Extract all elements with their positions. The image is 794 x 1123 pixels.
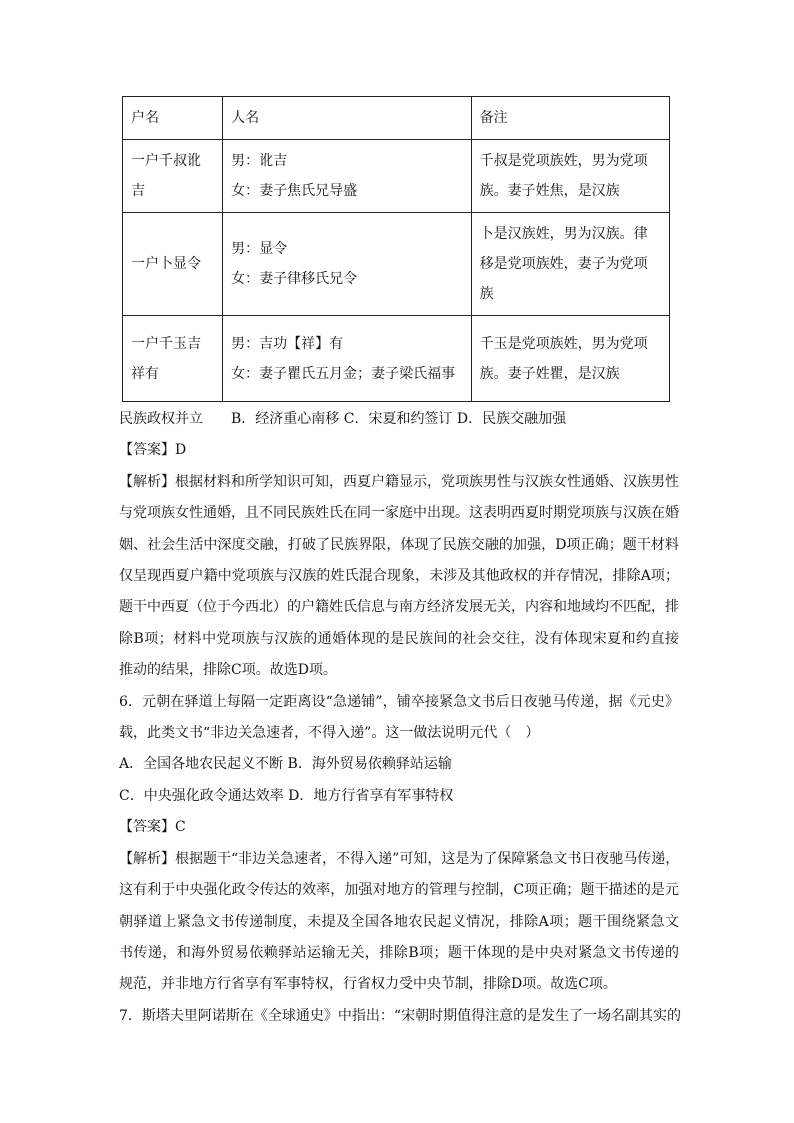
note-line: 千叔是党项族姓，男为党项	[479, 153, 648, 169]
table-row	[123, 213, 670, 316]
table-row	[123, 140, 670, 213]
answer-label-q6: 【答案】C	[119, 819, 186, 836]
analysis-line: 与党项族女性通婚，且不同民族姓氏在同一家庭中出现。这表明西夏时期党项族与汉族在婚	[119, 505, 679, 522]
analysis-line: 规范，并非地方行省享有军事特权，行省权力受中央节制，排除D项。故选C项。	[119, 976, 617, 993]
household-cell: 一户卜显令	[123, 213, 223, 316]
male-name: 男：吉功【祥】有	[231, 335, 344, 352]
analysis-line: 题干中西夏（位于今西北）的户籍姓氏信息与南方经济发展无关，内容和地域均不匹配，排	[119, 599, 679, 616]
note-line: 族。妻子姓焦，是汉族	[479, 183, 620, 199]
question-7-stem: 7．斯塔夫里阿诺斯在《全球通史》中指出：“宋朝时期值得注意的是发生了一场名副其实的	[119, 1007, 682, 1024]
male-name: 男：显令	[231, 241, 288, 257]
header-household: 户名	[123, 97, 223, 140]
note-line: 族。妻子姓瞿，是汉族	[479, 365, 620, 382]
analysis-line: 仅呈现西夏户籍中党项族与汉族的姓氏混合现象，未涉及其他政权的并存情况，排除A项；	[119, 568, 679, 585]
analysis-line: 【解析】根据题干“非边关急速者，不得入递”可知，这是为了保障紧急文书日夜驰马传递，	[119, 850, 680, 867]
table-header-row	[123, 97, 670, 140]
notes-cell	[471, 140, 669, 213]
analysis-line: 这有利于中央强化政令传达的效率，加强对地方的管理与控制，C项正确；题干描述的是元	[119, 882, 679, 899]
names-cell	[223, 140, 472, 213]
header-notes: 备注	[471, 97, 669, 140]
analysis-line: 除B项；材料中党项族与汉族的通婚体现的是民族间的社会交往，没有体现宋夏和约直接	[119, 630, 679, 647]
question-6-options: A．全国各地农民起义不断 B．海外贸易依赖驿站运输	[119, 756, 452, 773]
question-6-stem: 6．元朝在驿道上每隔一定距离设“急递铺”，铺卒接紧急文书后日夜驰马传递，据《元史》	[119, 693, 679, 710]
question-6-stem: 载，此类文书“非边关急速者，不得入递”。这一做法说明元代（ ）	[119, 725, 540, 742]
notes-cell	[471, 213, 669, 316]
note-line: 族	[479, 286, 494, 302]
female-name: 女：妻子律移氏兄令	[231, 271, 358, 287]
names-cell	[223, 213, 472, 316]
male-name: 男：讹吉	[231, 153, 288, 169]
table-row	[123, 316, 670, 402]
question-content	[119, 404, 682, 1032]
notes-cell	[471, 316, 669, 402]
analysis-line: 姻、社会生活中深度交融，打破了民族界限，体现了民族交融的加强，D项正确；题干材料	[119, 536, 679, 553]
female-name: 女：妻子焦氏兄导盛	[231, 183, 358, 199]
analysis-line: 书传递，和海外贸易依赖驿站运输无关，排除B项；题干体现的是中央对紧急文书传递的	[119, 944, 679, 961]
household-cell: 一户千叔讹吉	[123, 140, 223, 213]
header-names: 人名	[223, 97, 472, 140]
question-6-options: C．中央强化政令通达效率 D．地方行省享有军事特权	[119, 787, 454, 804]
household-register-table	[122, 96, 670, 402]
analysis-line: 【解析】根据材料和所学知识可知，西夏户籍显示，党项族男性与汉族女性通婚、汉族男性	[119, 473, 679, 490]
analysis-line: 朝驿道上紧急文书传递制度，未提及全国各地农民起义情况，排除A项；题干围绕紧急文	[119, 913, 679, 930]
analysis-line: 推动的结果，排除C项。故选D项。	[119, 662, 337, 679]
female-name: 女：妻子瞿氏五月金；妻子梁氏福事	[231, 365, 456, 382]
names-cell	[223, 316, 472, 402]
note-line: 千玉是党项族姓，男为党项	[479, 335, 648, 352]
note-line: 卜是汉族姓，男为汉族。律	[479, 226, 648, 242]
household-cell: 一户千玉吉祥有	[123, 316, 223, 402]
note-line: 移是党项族姓，妻子为党项	[479, 256, 648, 272]
answer-label-q5: 【答案】D	[119, 442, 187, 459]
answer-options-q5: 民族政权并立 B．经济重心南移 C．宋夏和约签订 D．民族交融加强	[119, 411, 567, 427]
